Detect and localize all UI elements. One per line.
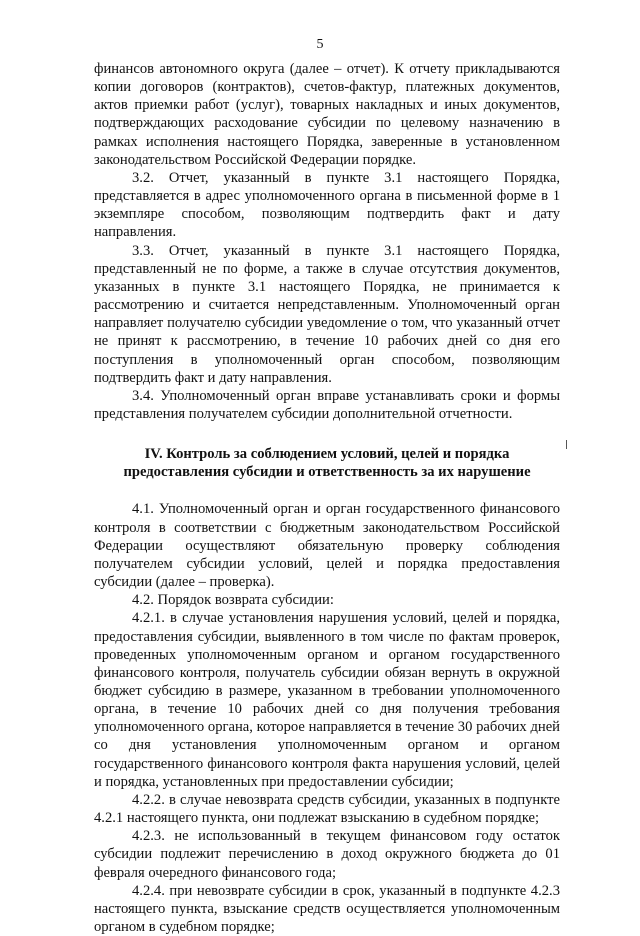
paragraph-4-2-3: 4.2.3. не использованный в текущем финансовом году остаток субсидии подлежит перечислению в доход окружного бюджета до 01 февраля очередного финансового года; <box>94 828 560 881</box>
section-heading-line-2: предоставления субсидии и ответственность за их нарушение <box>123 464 531 481</box>
scan-artifact-mark <box>566 440 567 449</box>
paragraph-3-1-continued: финансов автономного округа (далее – отчет). К отчету прикладываются копии договоров (контрактов), счетов-фактур, платежных документов, актов приемки работ (услуг), товарных накладных и иных документов, подтверждающих расходование субсидии по целевому назначению в рамках исполнения настоящего Порядка, заверенные в установленном законодательством Российской Федерации порядке. <box>94 61 560 168</box>
page-number: 5 <box>316 37 324 52</box>
paragraph-4-2: 4.2. Порядок возврата субсидии: <box>132 592 334 609</box>
paragraph-3-2: 3.2. Отчет, указанный в пункте 3.1 настоящего Порядка, представляется в адрес уполномоченного органа в письменной форме в 1 экземпляре способом, позволяющим подтвердить факт и дату направления. <box>94 169 560 241</box>
section-heading-line-1: IV. Контроль за соблюдением условий, целей и порядка <box>144 446 510 463</box>
document-body <box>94 60 560 936</box>
paragraph-4-2-2: 4.2.2. в случае невозврата средств субсидии, указанных в подпункте 4.2.1 настоящего пункта, они подлежат взысканию в судебном порядке; <box>94 791 560 827</box>
section-heading-iv <box>94 445 560 481</box>
paragraph-4-1: 4.1. Уполномоченный орган и орган государственного финансового контроля в соответствии с бюджетным законодательством Российской Федерации осуществляют обязательную проверку соблюдения получателем субсидии условий, целей и порядка предоставления субсидии (далее – проверка). <box>94 501 560 591</box>
paragraph-3-4: 3.4. Уполномоченный орган вправе устанавливать сроки и формы представления получателем субсидии дополнительной отчетности. <box>94 387 560 422</box>
paragraph-4-2-4: 4.2.4. при невозврате субсидии в срок, указанный в подпункте 4.2.3 настоящего пункта, взыскание средств осуществляется уполномоченным органом в судебном порядке; <box>94 882 560 936</box>
paragraph-3-3: 3.3. Отчет, указанный в пункте 3.1 настоящего Порядка, представленный не по форме, а также в случае отсутствия документов, указанных в пункте 3.1 настоящего Порядка, не принимается к рассмотрению и считается непредставленным. Уполномоченный орган направляет получателю субсидии уведомление о том, что указанный отчет не принят к рассмотрению, в течение 10 рабочих дней со дня его поступления в уполномоченный орган способом, позволяющим подтвердить факт и дату направления. <box>94 242 560 386</box>
paragraph-4-2-1: 4.2.1. в случае установления нарушения условий, целей и порядка, предоставления субсидии, выявленного в том числе по фактам проверок, проведенных уполномоченным органом и органом государственного финансового контроля, получатель субсидии обязан вернуть в окружной бюджет субсидию в размере, указанном в требовании уполномоченного органа, в течение 10 рабочих дней со дня получения требования уполномоченного органа, которое направляется в течение 30 рабочих дней со дня установления уполномоченным органом и органом государственного финансового контроля факта нарушения условий, целей и порядка, установленных при предоставлении субсидии; <box>94 610 560 790</box>
